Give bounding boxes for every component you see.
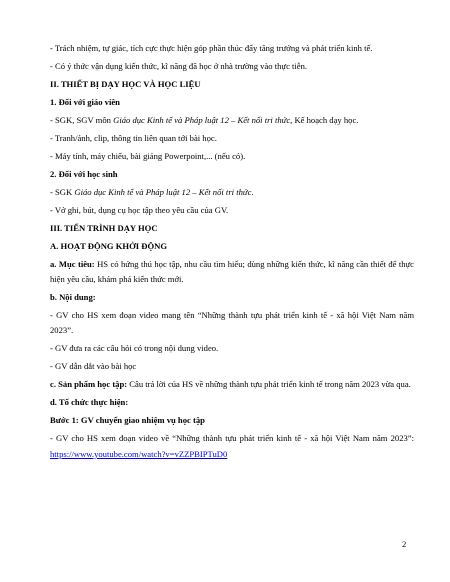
- page-content: [50, 41, 414, 465]
- paragraph-product: [50, 377, 414, 392]
- page-number: 2: [402, 539, 407, 549]
- paragraph-devices: - Máy tính, máy chiếu, bài giảng Powerpoint,... (nếu có).: [50, 150, 246, 161]
- text: - SGK, SGV môn: [50, 114, 114, 125]
- paragraph-student-books: [50, 185, 414, 200]
- paragraph-objective: [50, 257, 414, 288]
- text: Câu trả lời của HS về những thành tựu phát triển kinh tế trong năm 2023 vừa qua.: [127, 379, 411, 390]
- paragraph-lead-in: - GV dẫn dắt vào bài học: [50, 361, 137, 372]
- heading-organization: d. Tổ chức thực hiện:: [50, 397, 129, 408]
- text: - SGK: [50, 186, 75, 197]
- text: .: [251, 186, 254, 197]
- label-product: c. Sản phẩm học tập:: [50, 379, 128, 390]
- section-heading-equipment: II. THIẾT BỊ DẠY HỌC VÀ HỌC LIỆU: [50, 78, 201, 89]
- paragraph-images: - Tranh/ảnh, clip, thông tin liên quan tới bài học.: [50, 132, 217, 143]
- paragraph-video: - GV cho HS xem đoạn video mang tên “Những thành tựu phát triển kinh tế - xã hội Việt Nam năm 2023”.: [50, 310, 414, 336]
- subheading-student: 2. Đối với học sinh: [50, 168, 118, 179]
- book-title: Giáo dục Kinh tế và Pháp luật 12 – Kết nối tri thức: [113, 114, 291, 125]
- paragraph-notebooks: - Vở ghi, bút, dụng cụ học tập theo yêu cầu của GV.: [50, 204, 229, 215]
- paragraph-video-link: [50, 431, 414, 462]
- paragraph-responsibility: - Trách nhiệm, tự giác, tích cực thực hiện góp phần thúc đẩy tăng trưởng và phát triển kinh tế.: [50, 43, 373, 53]
- subheading-teacher: 1. Đối với giáo viên: [50, 96, 120, 107]
- label-objective: a. Mục tiêu:: [50, 258, 95, 269]
- heading-content: b. Nội dung:: [50, 292, 96, 303]
- heading-warmup-activity: A. HOẠT ĐỘNG KHỞI ĐỘNG: [50, 240, 168, 251]
- paragraph-questions: - GV đưa ra các câu hỏi có trong nội dung video.: [50, 343, 219, 354]
- text: , Kế hoạch dạy học.: [290, 114, 359, 125]
- text: HS có hứng thú học tập, nhu cầu tìm hiểu; dùng những kiến thức, kĩ năng cần thiết để thực hiện yêu cầu, khám phá kiến thức mới.: [50, 258, 415, 285]
- youtube-link[interactable]: https://www.youtube.com/watch?v=vZZPBIPTuD0: [50, 448, 228, 459]
- book-title: Giáo dục Kinh tế và Pháp luật 12 – Kết nối tri thức: [74, 186, 252, 197]
- paragraph-awareness: - Có ý thức vận dụng kiến thức, kĩ năng đã học ở nhà trường vào thực tiễn.: [50, 60, 308, 71]
- section-heading-process: III. TIẾN TRÌNH DẠY HỌC: [50, 222, 158, 233]
- paragraph-teacher-books: [50, 113, 414, 128]
- text: - GV cho HS xem đoạn video về “Những thành tựu phát triển kinh tế - xã hội Việt Nam năm 2023”:: [50, 433, 414, 444]
- heading-step-1: Bước 1: GV chuyển giao nhiệm vụ học tập: [50, 415, 205, 426]
